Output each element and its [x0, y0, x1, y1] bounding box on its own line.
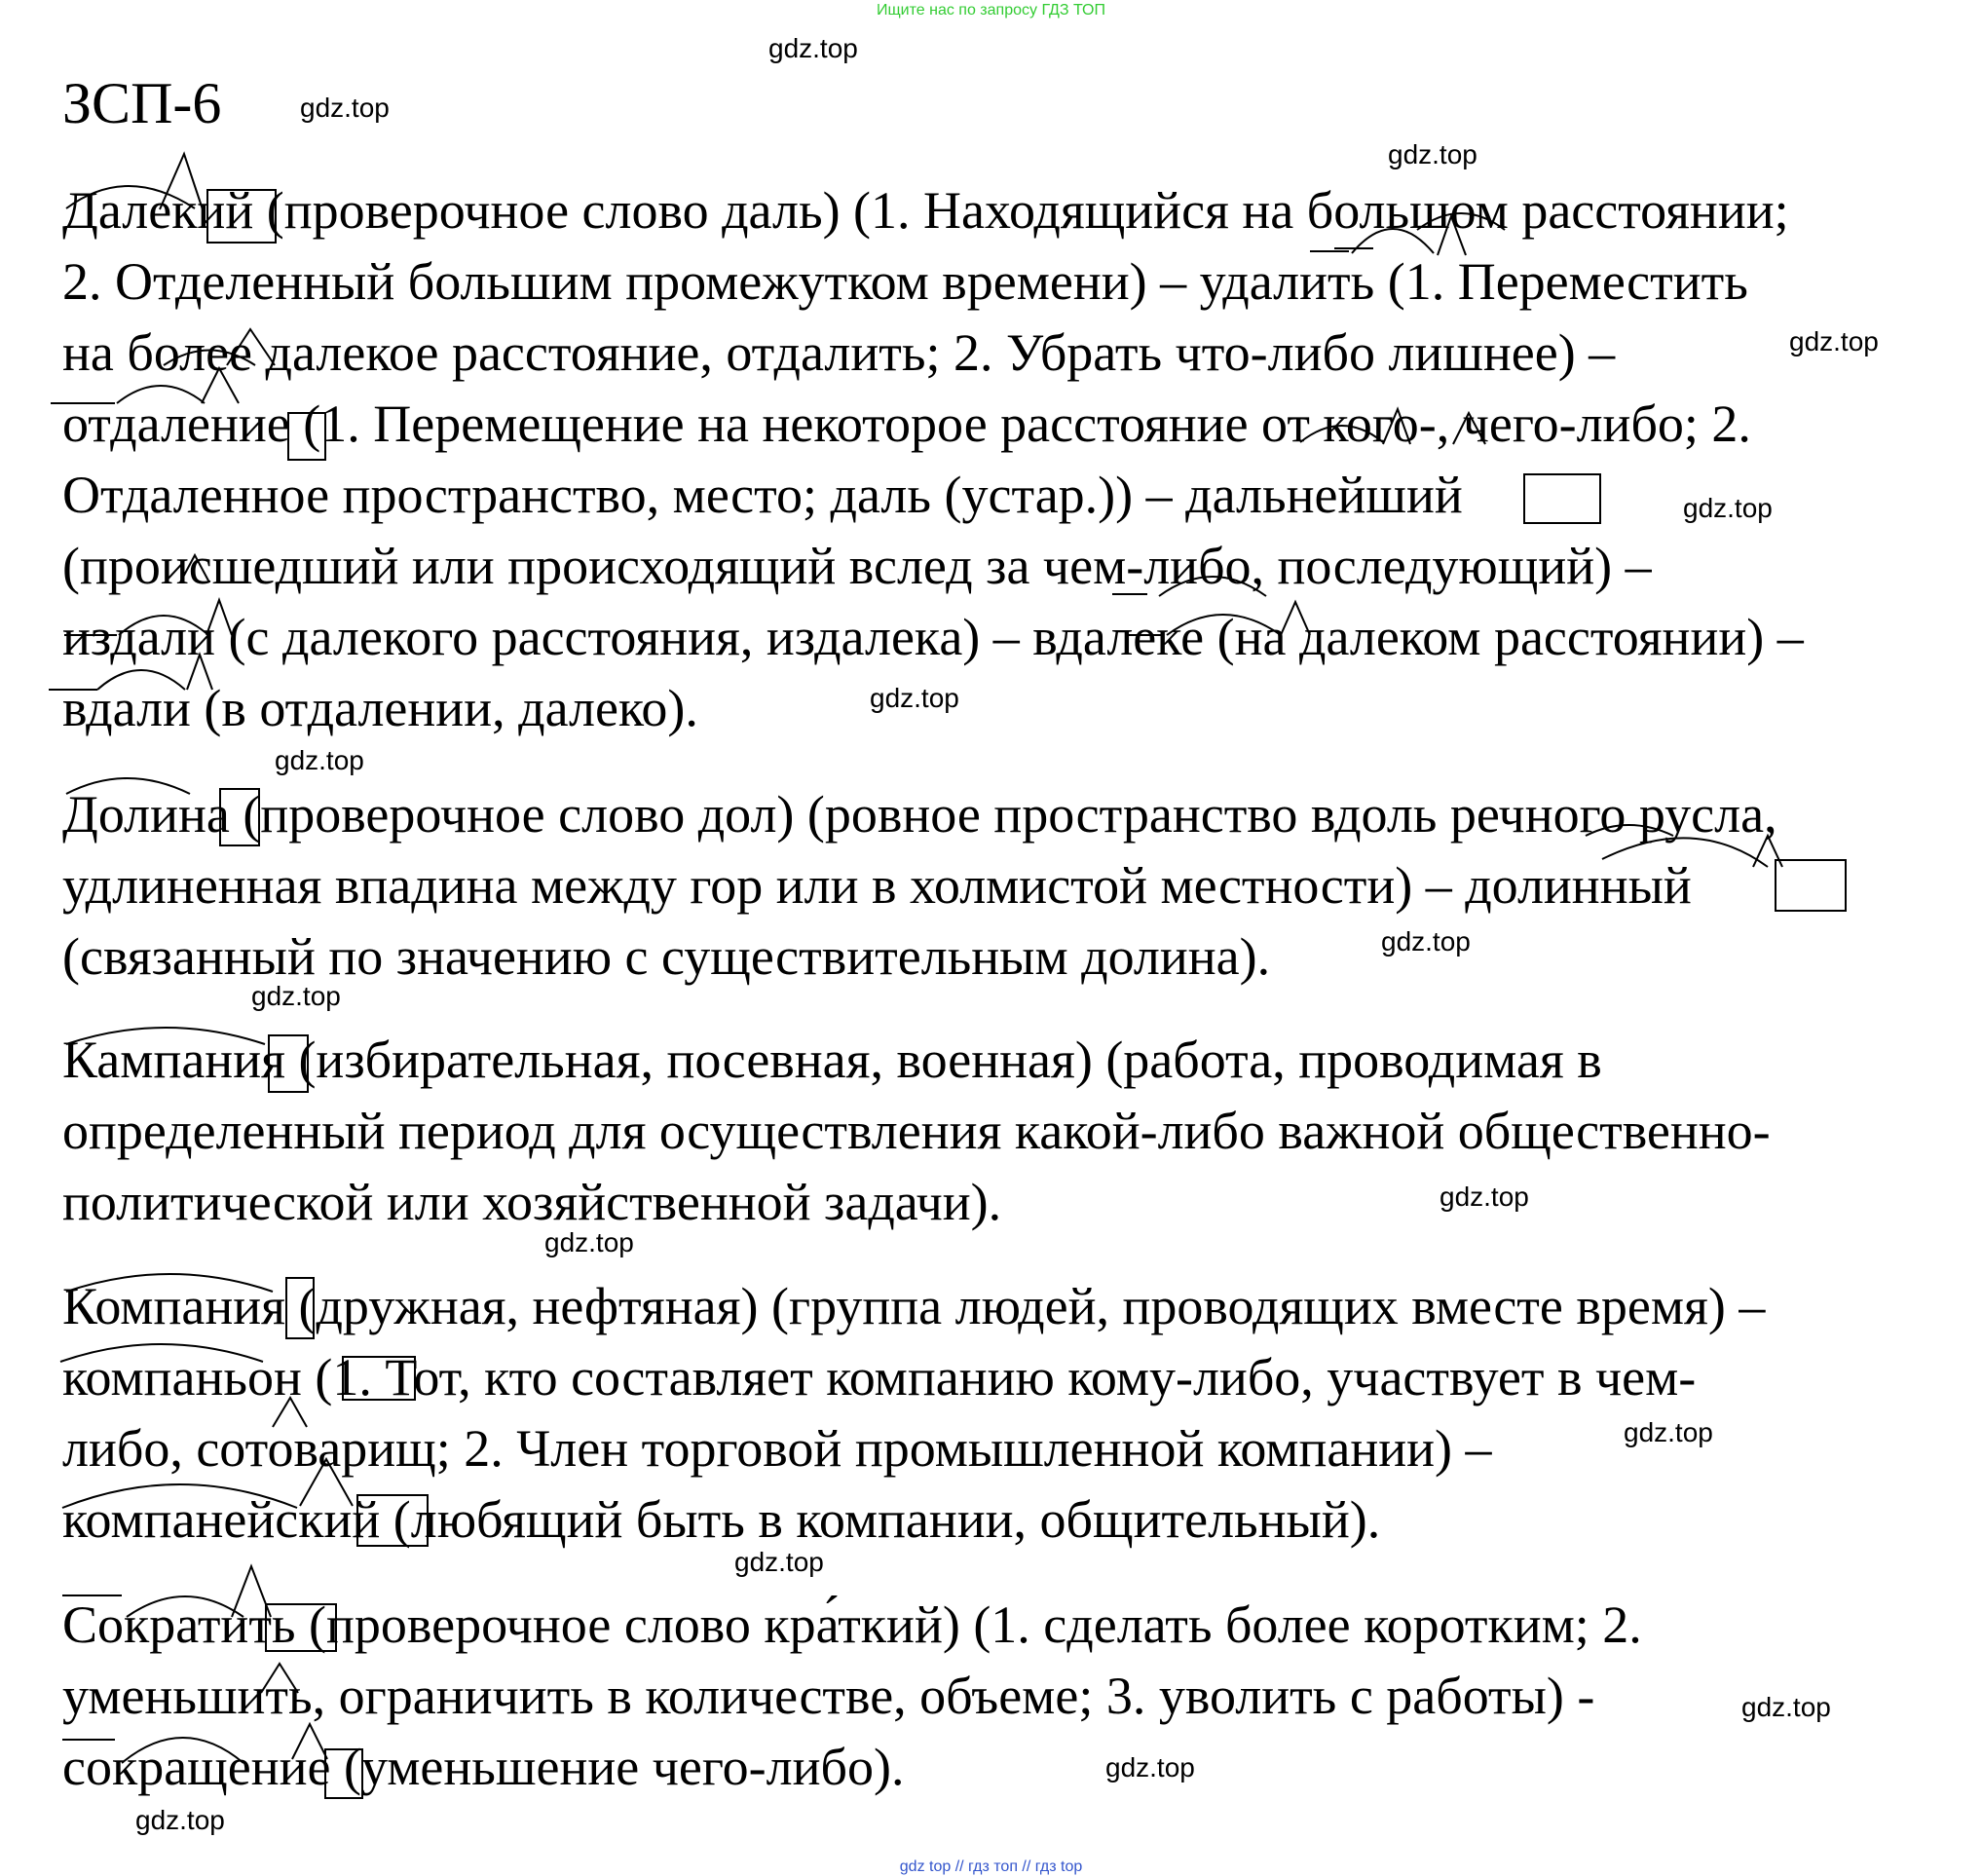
watermark: gdz.top	[1440, 1182, 1529, 1212]
entry-kompaniya	[62, 1271, 1971, 1556]
watermark: gdz.top	[1741, 1692, 1831, 1722]
watermark: gdz.top	[251, 981, 341, 1011]
watermark: gdz.top	[1105, 1752, 1195, 1782]
text-line: удлиненная впадина между гор или в холмистой местности) – долинный	[62, 856, 1692, 915]
text-line: вдали (в отдалении, далеко).	[62, 679, 698, 737]
entry-dolina	[62, 779, 1971, 993]
text-line: 2. Отделенный большим промежутком времени) – удалить (1. Переместить	[62, 252, 1748, 311]
text-line: издали (с далекого расстояния, издалека) – вдалеке (на далеком расстоянии) –	[62, 608, 1804, 666]
text-line: Сократить (проверочное слово кра́ткий) (1. сделать более коротким; 2.	[62, 1595, 1642, 1654]
search-hint: Ищите нас по запросу ГДЗ ТОП	[877, 2, 1105, 19]
watermark: gdz.top	[870, 683, 959, 713]
text-line: Долина (проверочное слово дол) (ровное пространство вдоль речного русла,	[62, 785, 1777, 844]
watermark: gdz.top	[275, 745, 364, 775]
text-line: Компания (дружная, нефтяная) (группа людей, проводящих вместе время) –	[62, 1277, 1766, 1335]
footer-note: gdz top // гдз топ // гдз top	[899, 1858, 1083, 1875]
watermark: gdz.top	[1388, 139, 1477, 169]
watermark: gdz.top	[1683, 493, 1773, 523]
page-title: ЗСП-6	[62, 71, 222, 135]
text-line: политической или хозяйственной задачи).	[62, 1173, 1002, 1231]
watermark: gdz.top	[768, 33, 858, 63]
text-line: компаньон (1. Тот, кто составляет компанию кому-либо, участвует в чем-	[62, 1348, 1697, 1407]
watermark: gdz.top	[734, 1547, 824, 1577]
entry-daleky	[62, 175, 1971, 744]
watermark: gdz.top	[1381, 926, 1471, 957]
text-line: отдаление (1. Перемещение на некоторое расстояние от кого-, чего-либо; 2.	[62, 394, 1751, 453]
text-line: определенный период для осуществления какой-либо важной общественно-	[62, 1102, 1771, 1160]
text-line: Кампания (избирательная, посевная, военная) (работа, проводимая в	[62, 1031, 1602, 1089]
text-line: сокращение (уменьшение чего-либо).	[62, 1738, 905, 1796]
text-line: Далекий (проверочное слово даль) (1. Находящийся на большом расстоянии;	[62, 181, 1789, 240]
text-line: компанейский (любящий быть в компании, общительный).	[62, 1490, 1381, 1549]
watermark: gdz.top	[1624, 1417, 1713, 1447]
text-line: Отдаленное пространство, место; даль (устар.)) – дальнейший	[62, 466, 1463, 524]
text-line: (происшедший или происходящий вслед за чем-либо, последующий) –	[62, 537, 1652, 595]
text-line: уменьшить, ограничить в количестве, объеме; 3. уволить с работы) -	[62, 1667, 1595, 1725]
watermark: gdz.top	[300, 93, 390, 123]
watermark: gdz.top	[544, 1227, 634, 1257]
entry-kampaniya	[62, 1025, 1971, 1238]
text-line: на более далекое расстояние, отдалить; 2. Убрать что-либо лишнее) –	[62, 323, 1616, 382]
text-line: (связанный по значению с существительным долина).	[62, 927, 1271, 986]
text-line: либо, сотоварищ; 2. Член торговой промышленной компании) –	[62, 1419, 1492, 1478]
entry-sokratit	[62, 1590, 1971, 1803]
watermark: gdz.top	[135, 1805, 225, 1835]
watermark: gdz.top	[1789, 326, 1879, 356]
